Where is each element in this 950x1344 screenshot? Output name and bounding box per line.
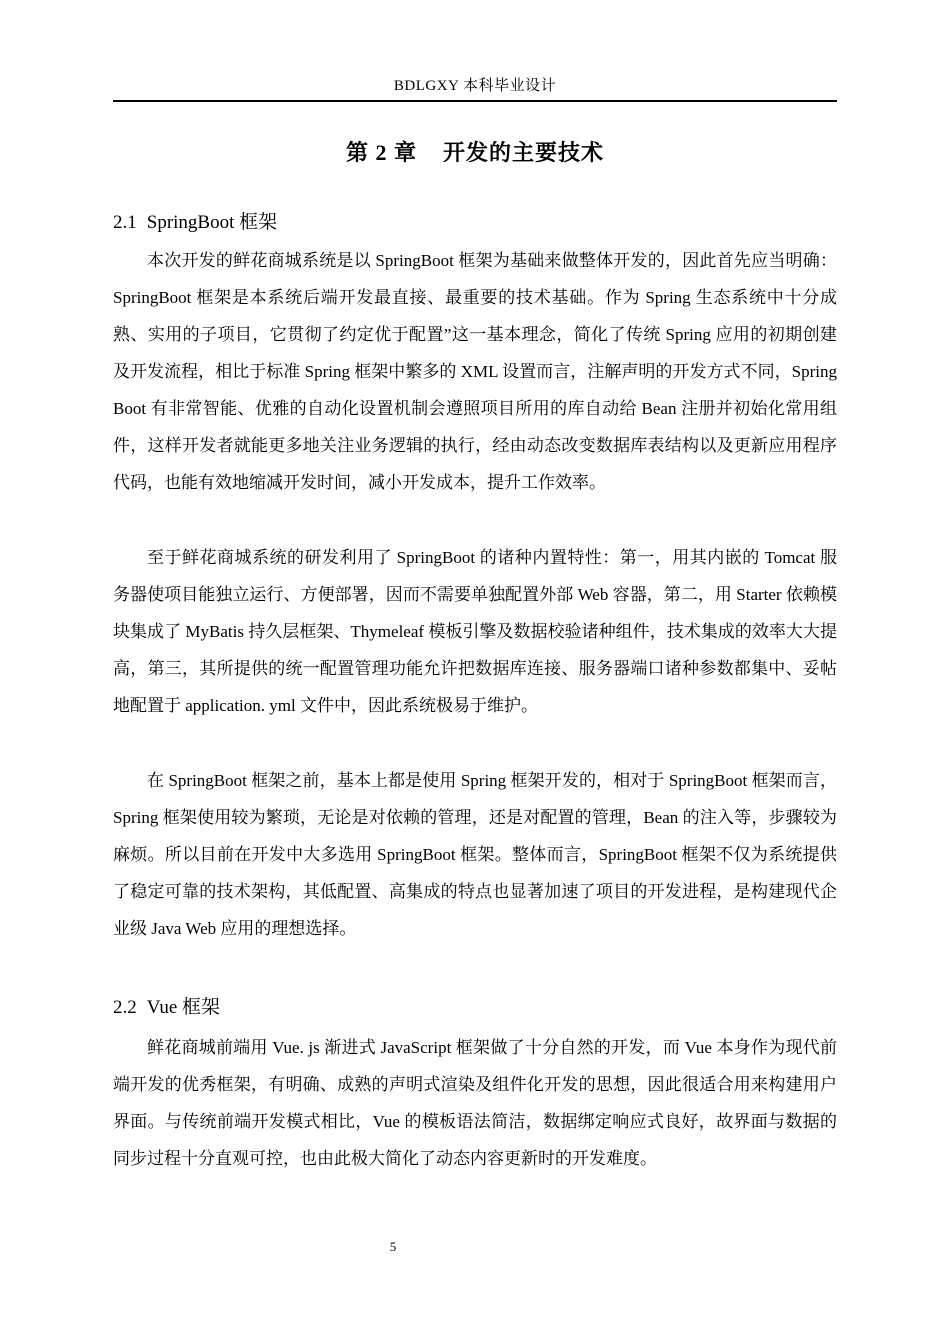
section-number: 2.2 [113, 997, 137, 1018]
chapter-name: 开发的主要技术 [443, 140, 605, 165]
chapter-number: 第 2 章 [345, 140, 417, 165]
section-heading [113, 209, 837, 237]
paragraph: 鲜花商城前端用 Vue. js 渐进式 JavaScript 框架做了十分自然的开发，而 Vue 本身作为现代前端开发的优秀框架，有明确、成熟的声明式渲染及组件化开发的思想，因此很适合用来构建用户界面。与传统前端开发模式相比，Vue 的模板语法简洁，数据绑定响应式良好，故界面与数据的同步过程十分直观可控，也由此极大简化了动态内容更新时的开发难度。 [113, 1038, 837, 1168]
section-heading [113, 994, 837, 1022]
section-title: Vue 框架 [146, 997, 221, 1018]
page-number: 5 [389, 1239, 397, 1254]
header-rule [113, 100, 837, 102]
paragraph: 至于鲜花商城系统的研发利用了 SpringBoot 的诸种内置特性：第一，用其内嵌的 Tomcat 服务器使项目能独立运行、方便部署，因而不需要单独配置外部 Web 容器，第二，用 Starter 依赖模块集成了 MyBatis 持久层框架、Thymeleaf 模板引擎及数据校验诸种组件，技术集成的效率大大提高，第三，其所提供的统一配置管理功能允许把数据库连接、服务器端口诸种参数都集中、妥帖地配置于 application. yml 文件中，因此系统极易于维护。 [113, 548, 837, 715]
running-header: BDLGXY 本科毕业设计 [393, 78, 557, 94]
section-title: SpringBoot 框架 [146, 212, 278, 233]
paragraph: 在 SpringBoot 框架之前，基本上都是使用 Spring 框架开发的，相对于 SpringBoot 框架而言，Spring 框架使用较为繁琐，无论是对依赖的管理，还是对配置的管理，Bean 的注入等，步骤较为麻烦。所以目前在开发中大多选用 SpringBoot 框架。整体而言，SpringBoot 框架不仅为系统提供了稳定可靠的技术架构，其低配置、高集成的特点也显著加速了项目的开发进程，是构建现代企业级 Java Web 应用的理想选择。 [113, 771, 837, 938]
paragraph: 本次开发的鲜花商城系统是以 SpringBoot 框架为基础来做整体开发的，因此首先应当明确：SpringBoot 框架是本系统后端开发最直接、最重要的技术基础。作为 Spring 生态系统中十分成熟、实用的子项目，它贯彻了约定优于配置”这一基本理念，简化了传统 Spring 应用的初期创建及开发流程，相比于标准 Spring 框架中繁多的 XML 设置而言，注解声明的开发方式不同，SpringBoot 有非常智能、优雅的自动化设置机制会遵照项目所用的库自动给 Bean 注册并初始化常用组件，这样开发者就能更多地关注业务逻辑的执行，经由动态改变数据库表结构以及更新应用程序代码，也能有效地缩减开发时间，减小开发成本，提升工作效率。 [113, 251, 837, 492]
chapter-title [113, 137, 837, 169]
section-number: 2.1 [113, 212, 137, 233]
